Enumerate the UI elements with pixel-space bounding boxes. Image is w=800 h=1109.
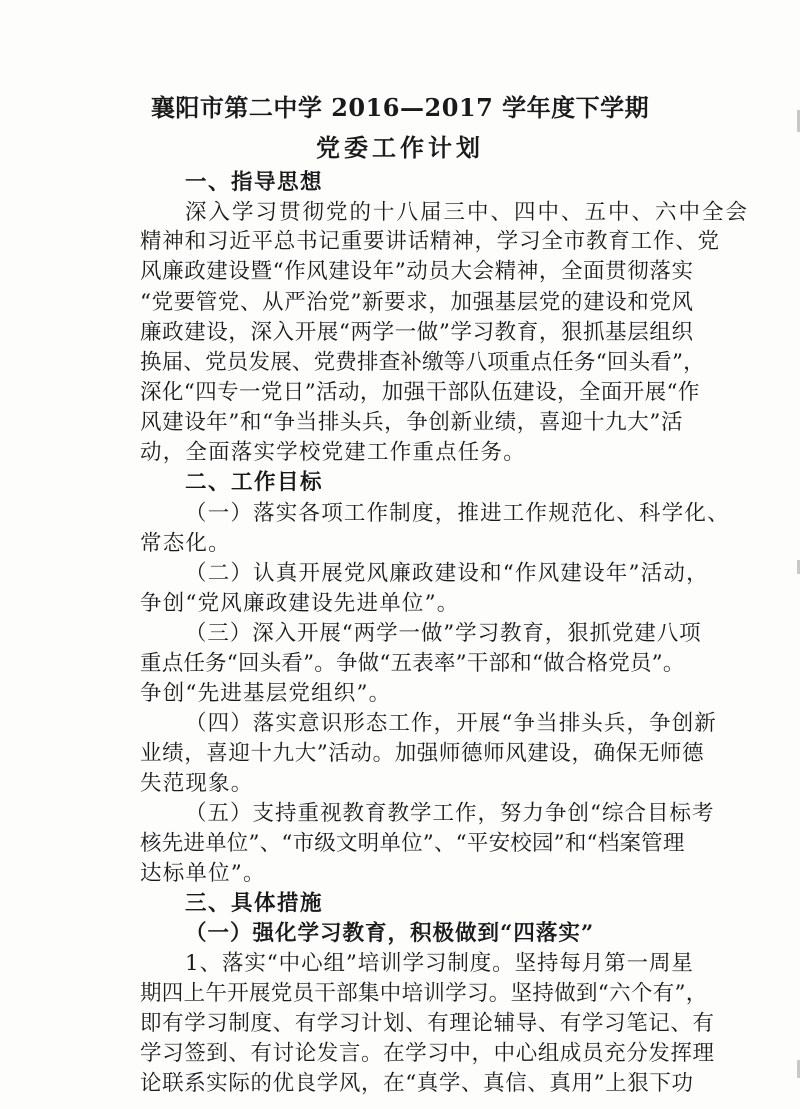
body-line: 论联系实际的优良学风，在“真学、真信、真用”上狠下功 (140, 1071, 694, 1096)
body-line: 期四上午开展党员干部集中培训学习。坚持做到“六个有”， (140, 981, 708, 1006)
body-line: 1、落实“中心组”培训学习制度。坚持每月第一周星 (185, 951, 694, 976)
goal-item: （五）支持重视教育教学工作，努力争创“综合目标考 (185, 801, 715, 826)
body-line: 廉政建设，深入开展“两学一做”学习教育，狠抓基层组织 (140, 320, 694, 345)
body-line: 换届、党员发展、党费排查补缴等八项重点任务“回头看”， (140, 350, 705, 375)
measure-subheading: （一）强化学习教育，积极做到“四落实” (185, 921, 595, 946)
section-heading-guiding-ideology: 一、指导思想 (185, 170, 324, 195)
body-line: 精神和习近平总书记重要讲话精神，学习全市教育工作、党 (140, 229, 720, 254)
body-line: 风廉政建设暨“作风建设年”动员大会精神，全面贯彻落实 (140, 259, 694, 284)
body-line: 即有学习制度、有学习计划、有理论辅导、有学习笔记、有 (140, 1011, 715, 1036)
body-line: 达标单位”。 (140, 861, 266, 886)
goal-item: （三）深入开展“两学一做”学习教育，狠抓党建八项 (185, 621, 702, 646)
goal-item: （四）落实意识形态工作，开展“争当排头兵，争创新 (185, 711, 717, 736)
goal-item: （一）落实各项工作制度，推进工作规范化、科学化、 (185, 501, 730, 526)
body-line: 争创“先进基层党组织”。 (140, 681, 392, 706)
body-line: 深化“四专一党日”活动，加强干部队伍建设，全面开展“作 (140, 380, 700, 405)
body-line: 争创“党风廉政建设先进单位”。 (140, 591, 460, 616)
document-title: 襄阳市第二中学 2016—2017 学年度下学期 (150, 93, 650, 122)
document-subtitle: 党委工作计划 (316, 133, 484, 162)
body-line: 重点任务“回头看”。争做“五表率”干部和“做合格党员”。 (140, 651, 685, 676)
body-line: 风建设年”和“争当排头兵，争创新业绩，喜迎十九大”活 (140, 410, 684, 435)
body-line: 深入学习贯彻党的十八届三中、四中、五中、六中全会 (185, 200, 750, 225)
body-line: “党要管党、从严治党”新要求，加强基层党的建设和党风 (140, 290, 694, 315)
body-line: 失范现象。 (140, 771, 254, 796)
body-line: 动，全面落实学校党建工作重点任务。 (140, 440, 526, 465)
body-line: 核先进单位”、“市级文明单位”、“平安校园”和“档案管理 (140, 831, 685, 856)
section-heading-specific-measures: 三、具体措施 (185, 891, 324, 916)
body-line: 业绩，喜迎十九大”活动。加强师德师风建设，确保无师德 (140, 741, 705, 766)
section-heading-work-goals: 二、工作目标 (185, 470, 324, 495)
goal-item: （二）认真开展党风廉政建设和“作风建设年”活动， (185, 561, 709, 586)
body-line: 学习签到、有讨论发言。在学习中，中心组成员充分发挥理 (140, 1041, 715, 1066)
body-line: 常态化。 (140, 531, 231, 556)
